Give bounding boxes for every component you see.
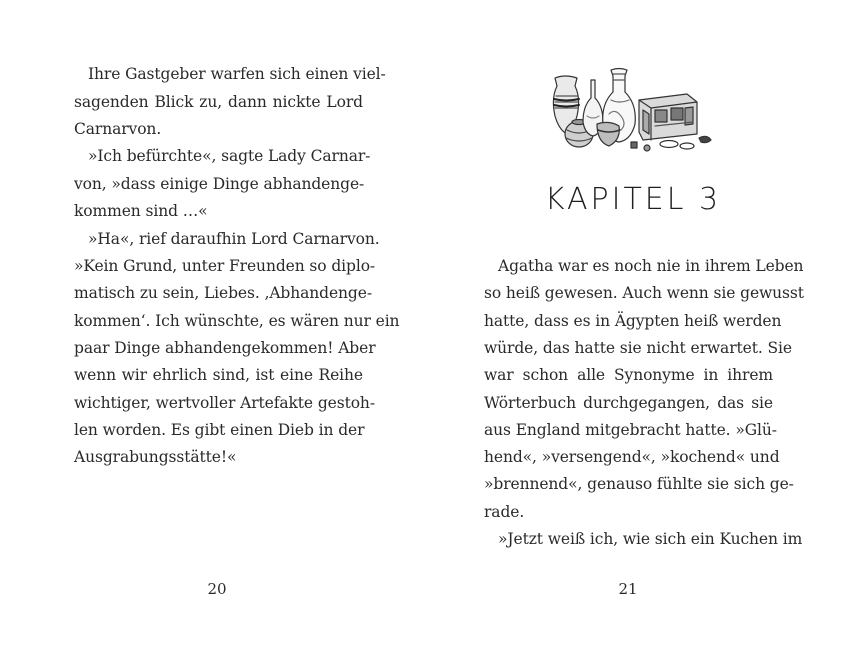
- text-line: »Jetzt weiß ich, wie sich ein Kuchen im: [498, 530, 803, 548]
- text-line: »Kein Grund, unter Freunden so diplo-: [74, 257, 376, 275]
- text-line: wenn wir ehrlich sind, ist eine Reihe: [74, 366, 363, 384]
- text-line: hend«, »versengend«, »kochend« und: [484, 448, 780, 466]
- text-line: Agatha war es noch nie in ihrem Leben: [498, 257, 804, 275]
- text-line: würde, das hatte sie nicht erwartet. Sie: [484, 339, 792, 357]
- text-line: hatte, dass es in Ägypten heiß werden: [484, 312, 782, 330]
- text-line: len worden. Es gibt einen Dieb in der: [74, 421, 365, 439]
- text-line: aus England mitgebracht hatte. »Glü-: [484, 421, 777, 439]
- text-line: kommen‘. Ich wünschte, es wären nur ein: [74, 312, 400, 330]
- text-line: Ihre Gastgeber warfen sich einen viel-: [88, 65, 386, 83]
- text-line: kommen sind …«: [74, 202, 208, 220]
- page-number: 21: [618, 580, 638, 598]
- text-line: wichtiger, wertvoller Artefakte gestoh-: [74, 394, 375, 412]
- text-line: sagenden Blick zu, dann nickte Lord: [74, 93, 363, 111]
- small-jar-icon: [597, 122, 620, 146]
- text-line: »Ha«, rief daraufhin Lord Carnarvon.: [88, 230, 380, 248]
- text-line: matisch zu sein, Liebes. ‚Abhandenge-: [74, 284, 372, 302]
- page-number: 20: [207, 580, 227, 598]
- ornate-chest-icon: [639, 94, 697, 140]
- text-line: rade.: [484, 503, 525, 521]
- text-line: Ausgrabungsstätte!«: [74, 448, 237, 466]
- text-line: von, »dass einige Dinge abhandenge-: [74, 175, 365, 193]
- text-line: »Ich befürchte«, sagte Lady Carnar-: [88, 147, 371, 165]
- right-page: [422, 0, 844, 648]
- text-line: Wörterbuch durchgegangen, das sie: [484, 394, 773, 412]
- text-line: Carnarvon.: [74, 120, 162, 138]
- text-line: »brennend«, genauso fühlte sie sich ge-: [484, 475, 794, 493]
- text-line: war schon alle Synonyme in ihrem: [484, 366, 773, 384]
- text-line: paar Dinge abhandengekommen! Aber: [74, 339, 376, 357]
- text-line: so heiß gewesen. Auch wenn sie gewusst: [484, 284, 804, 302]
- chapter-title: KAPITEL 3: [544, 182, 722, 217]
- artifacts-illustration: [547, 64, 717, 156]
